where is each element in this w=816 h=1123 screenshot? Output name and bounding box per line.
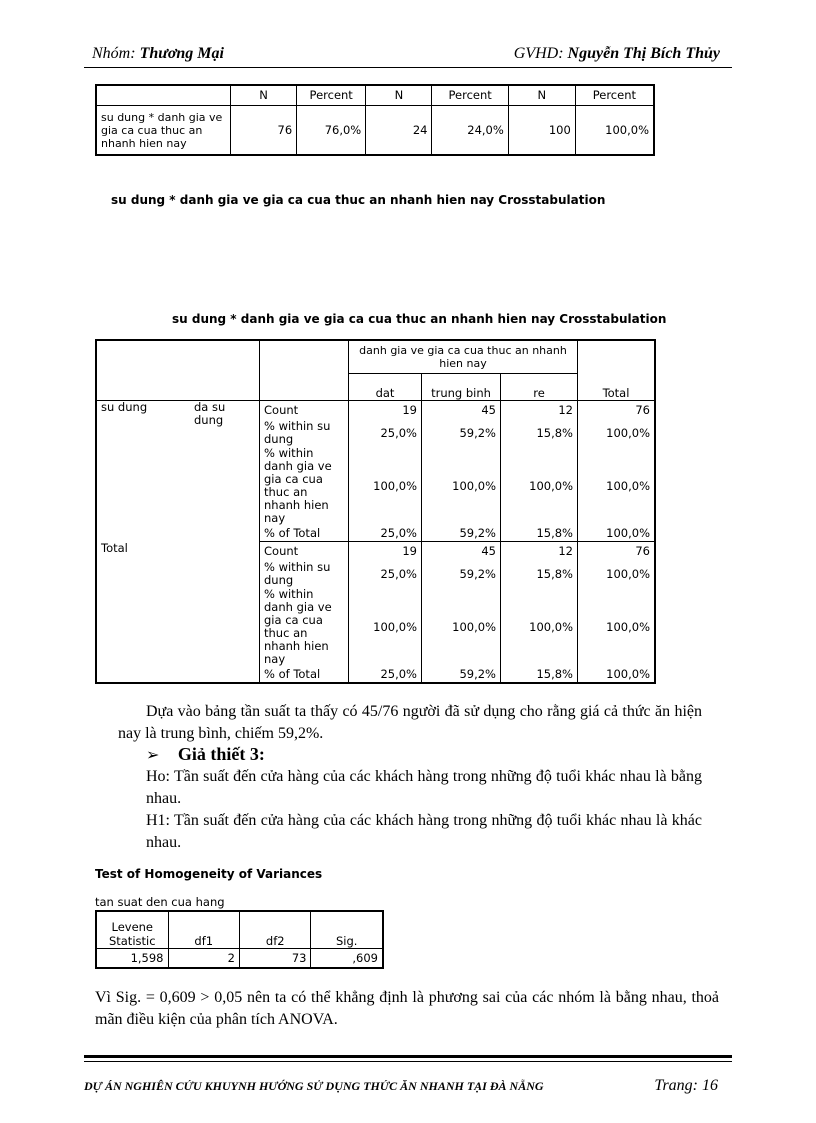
header-advisor-label: GVHD: xyxy=(513,45,564,62)
crosstab-caption-2: su dung * danh gia ve gia ca cua thuc an nhanh hien nay Crosstabulation xyxy=(172,312,667,326)
table-cell: ,609 xyxy=(311,949,383,969)
table-header: Percent xyxy=(432,85,508,106)
table-cell: 59,2% xyxy=(422,666,501,683)
table-header: Sig. xyxy=(311,911,383,949)
hypothesis-h1: H1: Tần suất đến cửa hàng của các khách hàng trong những độ tuổi khác nhau là khác nhau. xyxy=(146,812,702,851)
row-label-su-dung: su dung xyxy=(96,401,190,542)
column-header-re: re xyxy=(501,374,578,401)
table-cell: 73 xyxy=(239,949,310,969)
header-advisor-value: Nguyễn Thị Bích Thủy xyxy=(567,45,720,62)
empty-stat-header xyxy=(260,340,349,401)
table-cell: 76 xyxy=(230,106,296,156)
table-cell: 12 xyxy=(501,542,578,561)
empty-header-cell xyxy=(96,85,230,106)
hypothesis-h0: Ho: Tần suất đến cửa hàng của các khách hàng trong những độ tuổi khác nhau là bằng nhau. xyxy=(146,768,702,807)
row-sublabel: da su dung xyxy=(190,401,260,542)
stat-label: Count xyxy=(260,542,349,561)
table-header: df2 xyxy=(239,911,310,949)
table-header: Percent xyxy=(575,85,654,106)
column-header-trung-binh: trung binh xyxy=(422,374,501,401)
header-advisor xyxy=(514,45,720,63)
hypothesis-title: Giả thiết 3: xyxy=(177,744,265,764)
table-cell: 100,0% xyxy=(578,419,656,447)
table-header: Levene Statistic xyxy=(96,911,168,949)
stat-label: Count xyxy=(260,401,349,420)
table-cell: 100,0% xyxy=(349,588,422,666)
homogeneity-title: Test of Homogeneity of Variances xyxy=(95,867,323,881)
table-cell: 19 xyxy=(349,542,422,561)
stat-label: % within su dung xyxy=(260,419,349,447)
row-label-total: Total xyxy=(96,542,260,684)
table-cell: 2 xyxy=(168,949,239,969)
footer-page xyxy=(654,1077,718,1095)
table-cell: 76 xyxy=(578,401,656,420)
paragraph-frequency: Dựa vào bảng tần suất ta thấy có 45/76 người đã sử dụng cho rằng giá cả thức ăn hiện nay là trung bình, chiếm 59,2%. xyxy=(118,703,702,742)
stat-label: % within su dung xyxy=(260,560,349,588)
table-cell: 76,0% xyxy=(297,106,366,156)
footer-divider-thick xyxy=(84,1055,732,1058)
footer-divider-thin xyxy=(84,1061,732,1062)
table-cell: 15,8% xyxy=(501,525,578,542)
paragraph-conclusion: Vì Sig. = 0,609 > 0,05 nên ta có thể khẳng định là phương sai của các nhóm là bằng nhau, thoả mãn điều kiện của phân tích ANOVA. xyxy=(95,989,719,1028)
table-cell: 59,2% xyxy=(422,419,501,447)
table-cell: 19 xyxy=(349,401,422,420)
table-cell: 100,0% xyxy=(422,447,501,525)
crosstab-table xyxy=(95,339,656,684)
stat-label: % within danh gia ve gia ca cua thuc an nhanh hien nay xyxy=(260,588,349,666)
table-cell: 100,0% xyxy=(578,560,656,588)
row-label: su dung * danh gia ve gia ca cua thuc an nhanh hien nay xyxy=(96,106,230,156)
table-cell: 100,0% xyxy=(501,447,578,525)
page-label: Trang: xyxy=(654,1077,698,1094)
stat-label: % of Total xyxy=(260,666,349,683)
footer-project-title: DỰ ÁN NGHIÊN CỨU KHUYNH HƯỚNG SỬ DỤNG THỨC ĂN NHANH TẠI ĐÀ NẴNG xyxy=(84,1079,544,1093)
header-group-label: Nhóm: xyxy=(92,45,136,62)
column-header-total: Total xyxy=(578,340,656,401)
table-cell: 100 xyxy=(508,106,575,156)
empty-corner xyxy=(96,340,260,401)
table-cell: 45 xyxy=(422,401,501,420)
table-header: N xyxy=(508,85,575,106)
group-header: danh gia ve gia ca cua thuc an nhanh hien nay xyxy=(349,340,578,374)
table-cell: 1,598 xyxy=(96,949,168,969)
table-cell: 59,2% xyxy=(422,560,501,588)
table-cell: 25,0% xyxy=(349,560,422,588)
table-header: Percent xyxy=(297,85,366,106)
table-cell: 12 xyxy=(501,401,578,420)
table-cell: 45 xyxy=(422,542,501,561)
table-cell: 15,8% xyxy=(501,560,578,588)
homogeneity-subtitle: tan suat den cua hang xyxy=(95,895,225,909)
table-header: df1 xyxy=(168,911,239,949)
homogeneity-table xyxy=(95,910,384,969)
table-cell: 100,0% xyxy=(578,447,656,525)
header-divider xyxy=(84,67,732,68)
table-cell: 15,8% xyxy=(501,666,578,683)
table-header: N xyxy=(230,85,296,106)
table-cell: 25,0% xyxy=(349,419,422,447)
table-cell: 100,0% xyxy=(501,588,578,666)
header-group xyxy=(92,45,224,63)
table-cell: 100,0% xyxy=(578,666,656,683)
table-cell: 100,0% xyxy=(575,106,654,156)
crosstab-caption-1: su dung * danh gia ve gia ca cua thuc an nhanh hien nay Crosstabulation xyxy=(111,193,606,207)
table-cell: 100,0% xyxy=(349,447,422,525)
stat-label: % within danh gia ve gia ca cua thuc an nhanh hien nay xyxy=(260,447,349,525)
case-summary-table xyxy=(95,84,655,156)
table-cell: 100,0% xyxy=(578,525,656,542)
table-cell: 100,0% xyxy=(422,588,501,666)
stat-label: % of Total xyxy=(260,525,349,542)
page-number: 16 xyxy=(702,1077,718,1094)
table-cell: 25,0% xyxy=(349,666,422,683)
hypothesis-heading xyxy=(146,744,265,765)
table-header: N xyxy=(366,85,432,106)
arrow-bullet-icon: ➢ xyxy=(146,745,160,764)
table-cell: 24,0% xyxy=(432,106,508,156)
column-header-dat: dat xyxy=(349,374,422,401)
header-group-value: Thương Mại xyxy=(139,45,224,62)
table-cell: 25,0% xyxy=(349,525,422,542)
table-cell: 76 xyxy=(578,542,656,561)
table-cell: 15,8% xyxy=(501,419,578,447)
table-cell: 59,2% xyxy=(422,525,501,542)
table-cell: 100,0% xyxy=(578,588,656,666)
table-cell: 24 xyxy=(366,106,432,156)
